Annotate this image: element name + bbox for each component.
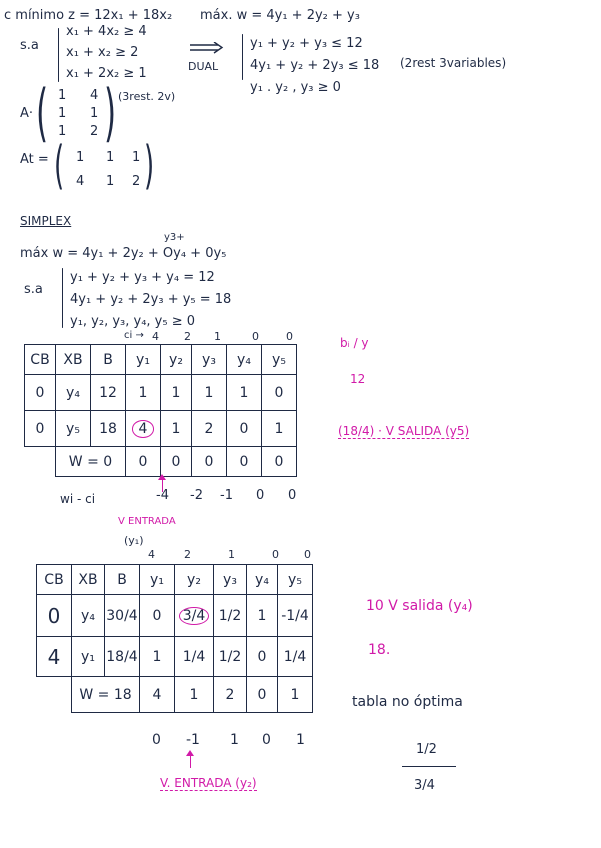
t2-r2-y4: 0 [247,637,278,677]
primal-brace [58,28,59,82]
t1-h-b: B [91,345,126,375]
primal-constraint-1: x₁ + 4x₂ ≥ 4 [66,24,147,39]
matrix-at-r1c3: 1 [132,150,141,165]
t1-r2-y5: 1 [262,411,297,447]
t2-ci-5: 0 [304,548,311,561]
t2-r1-y1: 0 [140,595,175,637]
t1-ci-1: 4 [152,330,159,343]
simplex-brace [62,268,63,328]
t1-ci-5: 0 [286,330,293,343]
t1-r2-b: 18 [91,411,126,447]
t2-r1-y3: 1/2 [214,595,247,637]
primal-constraint-2: x₁ + x₂ ≥ 2 [66,45,139,60]
matrix-at-r1c2: 1 [106,150,115,165]
t1-h-y2: y₂ [161,345,192,375]
t1-header-row [25,345,297,375]
t1-r1-b: 12 [91,375,126,411]
t2-w-y1: 4 [140,677,175,713]
simplex-constraint-1: y₁ + y₂ + y₃ + y₄ = 12 [70,270,215,285]
matrix-a-r2c2: 1 [90,106,99,121]
fraction-denominator: 3/4 [414,778,435,793]
dual-constraint-3: y₁ . y₂ , y₃ ≥ 0 [250,80,341,95]
t2-below-2: -1 [186,732,200,748]
simplex-table-2 [36,564,313,713]
fraction-bar [402,766,456,767]
table-row [37,637,313,677]
t2-r2-b: 18/4 [105,637,140,677]
matrix-a-r2c1: 1 [58,106,67,121]
t2-r2-y5: 1/4 [278,637,313,677]
t1-h-y3: y₃ [192,345,227,375]
t2-h-cb: CB [37,565,72,595]
matrix-a-r3c2: 2 [90,124,99,139]
t1-wi-ci-label: wi - ci [60,492,96,506]
t1-w-y5: 0 [262,447,297,477]
t2-ratio-2: 18. [368,642,391,658]
t1-r2-y3: 2 [192,411,227,447]
t2-r2-y1: 1 [140,637,175,677]
primal-objective: c mínimo z = 12x₁ + 18x₂ [4,8,173,23]
dual-constraint-1: y₁ + y₂ + y₃ ≤ 12 [250,36,363,51]
t1-w-empty-1 [25,447,56,477]
t1-w-y4: 0 [227,447,262,477]
simplex-title: SIMPLEX [20,214,72,228]
t1-r2-xb: y₅ [56,411,91,447]
t2-h-b: B [105,565,140,595]
t2-r1-cb: 0 [37,595,72,637]
t2-below-1: 0 [152,732,161,748]
t2-w-row [37,677,313,713]
t2-r1-y5: -1/4 [278,595,313,637]
t1-ci-label: ci → [124,330,144,341]
t1-r1-y4: 1 [227,375,262,411]
t1-h-cb: CB [25,345,56,375]
dual-constraint-2: 4y₁ + y₂ + 2y₃ ≤ 18 [250,58,380,73]
primal-st-label: s.a [20,38,39,53]
t1-ratio-2-text: (18/4) · V SALIDA (y5) [338,424,470,438]
t2-r1-b: 30/4 [105,595,140,637]
matrix-a-note: (3rest. 2v) [118,90,176,103]
dual-objective: máx. w = 4y₁ + 2y₂ + y₃ [200,8,360,23]
t1-h-y1: y₁ [126,345,161,375]
t2-ci-3: 1 [228,548,235,561]
simplex-constraint-3: y₁, y₂, y₃, y₄, y₅ ≥ 0 [70,314,196,329]
t2-w-y4: 0 [247,677,278,713]
t1-w-y2: 0 [161,447,192,477]
t1-r2-cb: 0 [25,411,56,447]
t2-h-y4: y₄ [247,565,278,595]
t1-r2-y4: 0 [227,411,262,447]
t2-header-row [37,565,313,595]
t2-w-y3: 2 [214,677,247,713]
t2-h-y3: y₃ [214,565,247,595]
primal-constraint-3: x₁ + 2x₂ ≥ 1 [66,66,147,81]
t1-w-y1: 0 [126,447,161,477]
matrix-at-r1c1: 1 [76,150,85,165]
t1-ci-4: 0 [252,330,259,343]
t2-w-y5: 1 [278,677,313,713]
t1-r2-y2: 1 [161,411,192,447]
t2-h-y2: y₂ [175,565,214,595]
t2-not-optimal: tabla no óptima [352,694,463,710]
matrix-at-right-paren: ) [144,136,155,196]
matrix-a-r3c1: 1 [58,124,67,139]
dual-brace [242,34,243,80]
t2-below-5: 1 [296,732,305,748]
t1-w-label: W = 0 [56,447,126,477]
t2-w-empty-1 [37,677,72,713]
fraction-numerator: 1/2 [416,742,437,757]
t2-w-y2: 1 [175,677,214,713]
t2-below-4: 0 [262,732,271,748]
t1-ci-2: 2 [184,330,191,343]
t1-ratio-header: bᵢ / y [340,336,369,350]
table-row [25,411,297,447]
matrix-a-right-paren: ) [104,76,117,149]
t1-r1-xb: y₄ [56,375,91,411]
table-row [25,375,297,411]
dual-label: DUAL [188,60,219,73]
t2-ratio-1: 10 V salida (y₄) [366,598,473,614]
table-row [37,595,313,637]
simplex-objective: máx w = 4y₁ + 2y₂ + Oy₄ + 0y₅ [20,246,227,261]
matrix-a-label: A· [20,106,34,121]
t1-wi-ci-5: 0 [288,488,297,503]
t1-entry-arrow-icon [162,480,163,492]
t2-h-xb: XB [72,565,105,595]
t1-r1-cb: 0 [25,375,56,411]
matrix-at-r2c1: 4 [76,174,85,189]
t1-h-xb: XB [56,345,91,375]
matrix-a-r1c2: 4 [90,88,99,103]
simplex-st-label: s.a [24,282,43,297]
t1-ci-3: 1 [214,330,221,343]
t1-r1-y2: 1 [161,375,192,411]
t1-wi-ci-2: -2 [190,488,203,503]
t2-r2-y3: 1/2 [214,637,247,677]
t2-h-y5: y₅ [278,565,313,595]
t2-entry-arrow-icon [190,756,191,768]
matrix-at-r2c2: 1 [106,174,115,189]
t1-r1-y5: 0 [262,375,297,411]
t2-r1-xb: y₄ [72,595,105,637]
implies-arrow-icon [190,42,224,54]
dual-note: (2rest 3variables) [400,56,507,70]
t1-wi-ci-3: -1 [220,488,233,503]
t1-wi-ci-1: -4 [156,488,169,503]
t2-ci-1: 4 [148,548,155,561]
t2-entry-label [160,776,257,790]
t1-w-y3: 0 [192,447,227,477]
t1-w-row [25,447,297,477]
t1-h-y4: y₄ [227,345,262,375]
simplex-constraint-2: 4y₁ + y₂ + 2y₃ + y₅ = 18 [70,292,232,307]
t2-pivot-value: 3/4 [179,607,210,625]
t1-entry-var: (y₁) [124,534,144,547]
simplex-obj-superscript: y3+ [164,232,185,243]
t2-r1-y4: 1 [247,595,278,637]
t2-r2-y2: 1/4 [175,637,214,677]
t1-pivot-cell [126,411,161,447]
t1-ratio-1: 12 [350,372,366,386]
matrix-at-label: At = [20,152,49,167]
matrix-at-left-paren: ( [54,136,65,196]
matrix-at-r2c3: 2 [132,174,141,189]
t2-ci-2: 2 [184,548,191,561]
t1-wi-ci-4: 0 [256,488,265,503]
matrix-a-r1c1: 1 [58,88,67,103]
t1-r1-y1: 1 [126,375,161,411]
t2-h-y1: y₁ [140,565,175,595]
simplex-table-1 [24,344,297,477]
t2-w-label: W = 18 [72,677,140,713]
t2-pivot-cell [175,595,214,637]
t2-entry-label-text: V. ENTRADA (y₂) [160,776,257,790]
t2-below-3: 1 [230,732,239,748]
t2-ci-4: 0 [272,548,279,561]
t2-r2-cb: 4 [37,637,72,677]
t2-r2-xb: y₁ [72,637,105,677]
t1-r1-y3: 1 [192,375,227,411]
t1-entry-label: V ENTRADA [118,516,176,527]
matrix-a-left-paren: ( [36,76,49,149]
t1-ratio-2 [338,424,469,438]
t1-pivot-value: 4 [132,420,155,438]
t1-h-y5: y₅ [262,345,297,375]
